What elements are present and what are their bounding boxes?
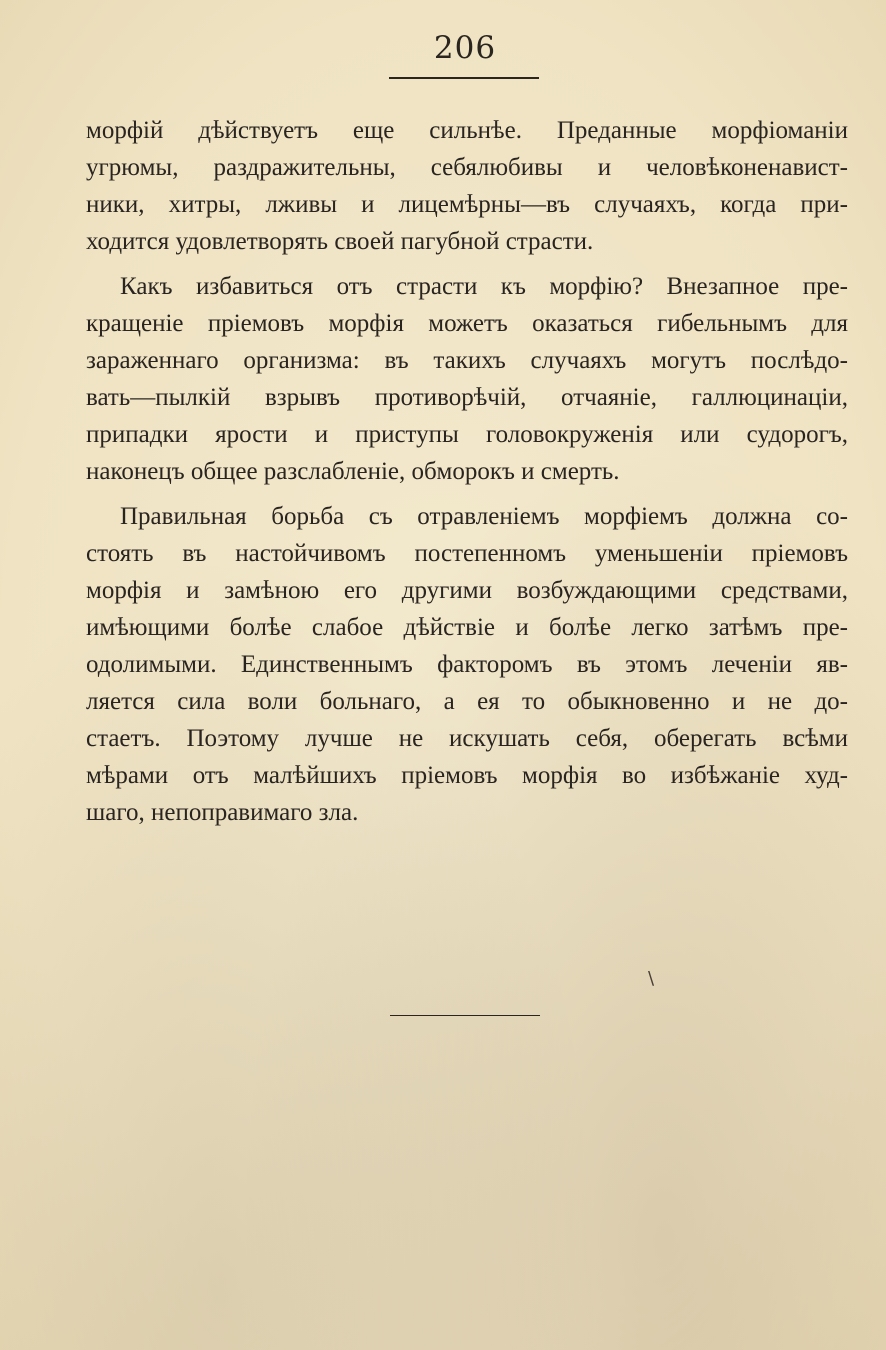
- text-line: морфій дѣйствуетъ еще сильнѣе. Преданные морфіоманіи: [86, 117, 848, 144]
- text-line: одолимыми. Единственнымъ факторомъ въ этомъ леченіи яв-: [86, 651, 848, 678]
- text-line: мѣрами отъ малѣйшихъ пріемовъ морфія во избѣжаніе худ-: [86, 762, 848, 789]
- text-line: наконецъ общее разслабленіе, обморокъ и смерть.: [86, 458, 620, 485]
- text-line: ляется сила воли больнаго, а ея то обыкновенно и не до-: [86, 688, 848, 715]
- page-number: 206: [433, 30, 497, 66]
- text-line: зараженнаго организма: въ такихъ случаяхъ могутъ послѣдо-: [86, 347, 848, 374]
- text-line: морфія и замѣною его другими возбуждающими средствами,: [86, 577, 848, 604]
- text-line: имѣющими болѣе слабое дѣйствіе и болѣе легко затѣмъ пре-: [86, 614, 848, 641]
- paragraph-1: [86, 112, 848, 260]
- body-text: [86, 112, 848, 831]
- text-line: стоять въ настойчивомъ постепенномъ уменьшеніи пріемовъ: [86, 540, 848, 567]
- text-line: Какъ избавиться отъ страсти къ морфію? Внезапное пре-: [120, 273, 848, 300]
- text-line: кращеніе пріемовъ морфія можетъ оказаться гибельнымъ для: [86, 310, 848, 337]
- text-line: ники, хитры, лживы и лицемѣрны—въ случаяхъ, когда при-: [86, 191, 848, 218]
- text-line: Правильная борьба съ отравленіемъ морфіемъ должна со-: [120, 503, 848, 530]
- footer-rule: [390, 1015, 540, 1016]
- header-rule: [389, 77, 539, 79]
- text-line: шаго, непоправимаго зла.: [86, 799, 359, 826]
- paragraph-3: [86, 498, 848, 831]
- text-line: ходится удовлетворять своей пагубной страсти.: [86, 228, 594, 255]
- text-line: угрюмы, раздражительны, себялюбивы и человѣконенавист-: [86, 154, 848, 181]
- text-line: припадки ярости и приступы головокруженія или судорогъ,: [86, 421, 848, 448]
- paragraph-2: [86, 268, 848, 490]
- stray-mark: \: [648, 968, 655, 989]
- text-line: вать—пылкій взрывъ противорѣчій, отчаяніе, галлюцинаціи,: [86, 384, 848, 411]
- text-line: стаетъ. Поэтому лучше не искушать себя, оберегать всѣми: [86, 725, 848, 752]
